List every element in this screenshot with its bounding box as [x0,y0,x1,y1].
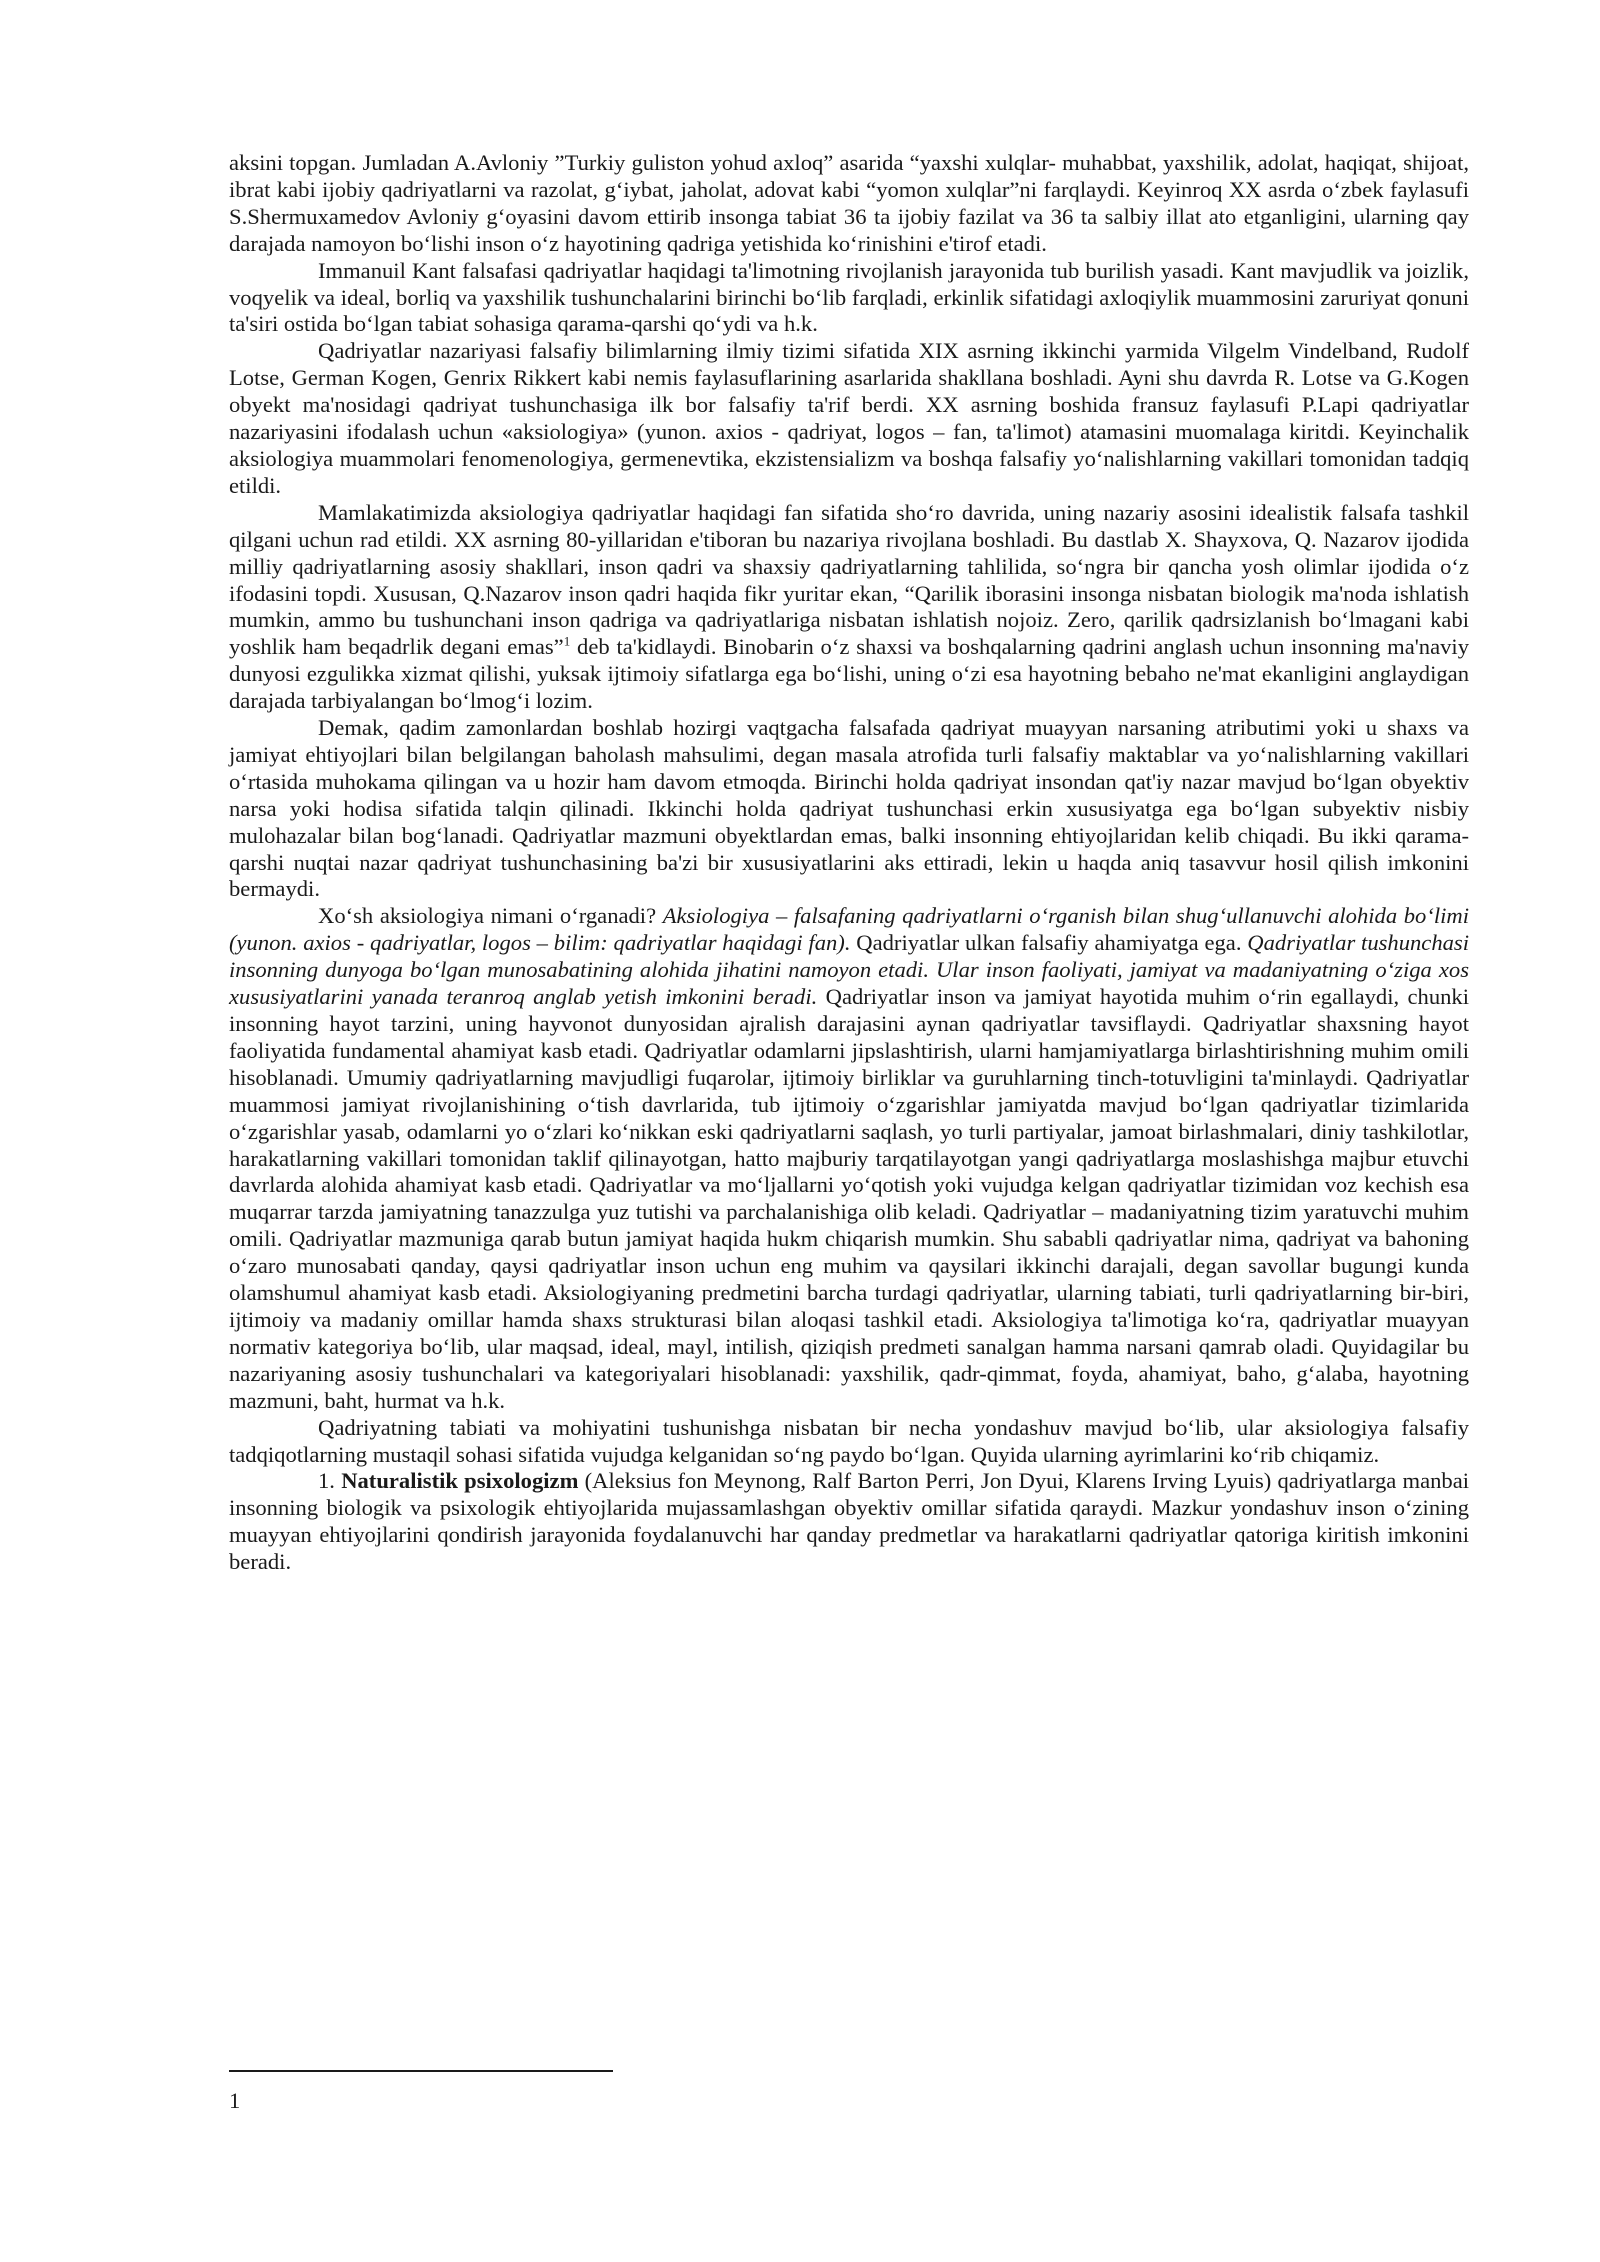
axiology-significance: Qadriyatlar ulkan falsafiy ahamiyatga ega. [850,930,1248,956]
paragraph-value-theory: Qadriyatlar nazariyasi falsafiy bilimlarning ilmiy tizimi sifatida XIX asrning ikkinchi yarmida Vilgelm Vindelband, Rudolf Lotse, German Kogen, Genrix Rikkert kabi nemis faylasuflarining asarlarida shakllana boshladi. Ayni shu davrda R. Lotse va G.Kogen obyekt ma'nosidagi qadriyat tushunchasiga ilk bor falsafiy ta'rif berdi. XX asrning boshida fransuz faylasufi P.Lapi qadriyatlar nazariyasini ifodalash uchun «aksiologiya» (yunon. axios - qadriyat, logos – fan, ta'limot) atamasini muomalaga kiritdi. Keyinchalik aksiologiya muammolari fenomenologiya, germenevtika, ekzistensializm va boshqa falsafiy yo‘nalishlarning vakillari tomonidan tadqiq etildi. [229,338,1469,498]
footnote-separator [229,2070,613,2072]
paragraph-conclusion: Demak, qadim zamonlardan boshlab hozirgi vaqtgacha falsafada qadriyat muayyan narsaning atributimi yoki u shaxs va jamiyat ehtiyojlari bilan belgilangan baholash mahsulimi, degan masala atrofida turli falsafiy maktablar va yo‘nalishlarning vakillari o‘rtasida muhokama qilingan va u hozir ham davom etmoqda. Birinchi holda qadriyat insondan qat'iy nazar mavjud bo‘lgan obyektiv narsa yoki hodisa sifatida talqin qilinadi. Ikkinchi holda qadriyat tushunchasi erkin xususiyatga ega bo‘lgan subyektiv nisbiy mulohazalar bilan bog‘lanadi. Qadriyatlar mazmuni obyektlardan emas, balki insonning ehtiyojlaridan kelib chiqadi. Bu ikki qarama-qarshi nuqtai nazar qadriyat tushunchasining ba'zi bir xususiyatlarini aks ettiradi, lekin u haqda aniq tasavvur hosil qilish imkonini bermaydi. [229,715,1469,902]
paragraph-national-axiology-part1: Mamlakatimizda aksiologiya qadriyatlar haqidagi fan sifatida sho‘ro davrida, uning nazariy asosini idealistik falsafa tashkil qilgani uchun rad etildi. XX asrning 80-yillaridan e'tiboran bu nazariya rivojlana boshladi. Bu dastlab X. Shayxova, Q. Nazarov ijodida milliy qadriyatlarning asosiy shakllari, inson qadri va shaxsiy qadriyatlarning tahlilida, so‘ngra bir qancha yosh olimlar ijodida o‘z ifodasini topdi. Xususan, Q.Nazarov inson qadri haqida fikr yuritar ekan, “Qarilik iborasini insonga nisbatan biologik ma'noda ishlatish mumkin, ammo bu tushunchani inson qadriga va qadriyatlariga nisbatan ishlatish nojoiz. Zero, qarilik qadrsizlanish bo‘lmagani kabi yoshlik ham beqadrlik degani emas” [229,499,1469,660]
values-role-text: Qadriyatlar inson va jamiyat hayotida muhim o‘rin egallaydi, chunki insonning hayot tarzini, uning hayvonot dunyosidan ajralish darajasini aynan qadriyatlar tavsiflaydi. Qadriyatlar shaxsning hayot faoliyatida fundamental ahamiyat kasb etadi. Qadriyatlar odamlarni jipslashtirish, ularni hamjamiyatlarga birlashtirishning muhim omili hisoblanadi. Umumiy qadriyatlarning mavjudligi fuqarolar, ijtimoiy birliklar va guruhlarning tinch-totuvligini ta'minlaydi. Qadriyatlar muammosi jamiyat rivojlanishining o‘tish davrlarida, tub ijtimoiy o‘zgarishlar jamiyatda mavjud bo‘lgan qadriyatlar tizimlarida o‘zgarishlar yasab, odamlarni yo o‘zlari ko‘nikkan eski qadriyatlarni saqlash, yo turli partiyalar, jamoat birlashmalari, diniy tashkilotlar, harakatlarning vakillari tomonidan taklif qilinayotgan, hatto majburiy tarqatilayotgan yangi qadriyatlarga moslashishga majbur etuvchi davrlarda alohida ahamiyat kasb etadi. Qadriyatlar va mo‘ljallarni yo‘qotish yoki vujudga kelgan qadriyatlar tizimidan voz kechish esa muqarrar tarzda jamiyatning tanazzulga yuz tutishi va parchalanishiga olib keladi. Qadriyatlar – madaniyatning tizim yaratuvchi muhim omili. Qadriyatlar mazmuniga qarab butun jamiyat haqida hukm chiqarish mumkin. Shu sababli qadriyatlar nima, qadriyat va bahoning o‘zaro munosabati qanday, qaysi qadriyatlar inson uchun eng muhim va qaysilari ikkinchi darajali, degan savollar bugungi kunda olamshumul ahamiyat kasb etadi. Aksiologiyaning predmetini barcha turdagi qadriyatlar, ularning tabiati, turli qadriyatlarning bir-biri, ijtimoiy va madaniy omillar hamda shaxs strukturasi bilan aloqasi tashkil etadi. Aksiologiya ta'limotiga ko‘ra, qadriyatlar muayyan normativ kategoriya bo‘lib, ular maqsad, ideal, mayl, intilish, qiziqish predmeti sanalgan hamma narsani qamrab oladi. Quyidagilar bu nazariyaning asosiy tushunchalari va kategoriyalari hisoblanadi: yaxshilik, qadr-qimmat, foyda, ahamiyat, baho, g‘alaba, hayotning mazmuni, baht, hurmat va h.k. [229,984,1469,1413]
values-concept-italic: Qadriyatlar tushunchasi insonning dunyoga bo‘lgan munosabatining alohida jihatini namoyon etadi. Ular inson faoliyati, jamiyat va madaniyatning o‘ziga xos xususiyatlarini yanada teranroq anglab yetish imkonini beradi. [229,930,1470,1010]
paragraph-axiology-definition [229,903,1469,1414]
axiology-definition-italic: Aksiologiya – falsafaning qadriyatlarni o‘rganish bilan shug‘ullanuvchi alohida bo‘limi (yunon. axios - qadriyatlar, logos – bilim: qadriyatlar haqidagi fan). [229,903,1469,956]
axiology-question: Xo‘sh aksiologiya nimani o‘rganadi? [318,903,663,929]
document-page [229,150,1469,1576]
footnote-number: 1 [229,2088,241,2113]
paragraph-kant: Immanuil Kant falsafasi qadriyatlar haqidagi ta'limotning rivojlanish jarayonida tub burilish yasadi. Kant mavjudlik va joizlik, voqyelik va ideal, borliq va yaxshilik tushunchalarini birinchi bo‘lib farqladi, erkinlik sifatidagi axloqiylik muammosini zaruriyat qonuni ta'siri ostida bo‘lgan tabiat sohasiga qarama-qarshi qo‘ydi va h.k. [229,257,1469,337]
list-number: 1. [318,1468,342,1494]
naturalistic-psychologism-text: (Aleksius fon Meynong, Ralf Barton Perri, Jon Dyui, Klarens Irving Lyuis) qadriyatlarga manbai insonning biologik va psixologik ehtiyojlarida mujassamlashgan obyektiv omillar sifatida qaraydi. Mazkur yondashuv inson o‘zining muayyan ehtiyojlarini qondirish jarayonida foydalanuvchi har qanday predmetlar va harakatlarni qadriyatlar qatoriga kiritish imkonini beradi. [229,1468,1470,1575]
footnote-reference[interactable]: 1 [563,633,571,649]
naturalistic-psychologism-heading: Naturalistik psixologizm [341,1468,579,1494]
paragraph-naturalistic-psychologism [229,1468,1469,1576]
paragraph-approaches: Qadriyatning tabiati va mohiyatini tushunishga nisbatan bir necha yondashuv mavjud bo‘lib, ular aksiologiya falsafiy tadqiqotlarning mustaqil sohasi sifatida vujudga kelganidan so‘ng paydo bo‘lgan. Quyida ularning ayrimlarini ko‘rib chiqamiz. [229,1414,1469,1467]
paragraph-national-axiology-part2: deb ta'kidlaydi. Binobarin o‘z shaxsi va boshqalarning qadrini anglash uchun insonning ma'naviy dunyosi ezgulikka xizmat qilishi, yuksak ijtimoiy sifatlarga ega bo‘lishi, uning o‘zi esa hayotning bebaho ne'mat ekanligini anglaydigan darajada tarbiyalangan bo‘lmog‘i lozim. [229,634,1470,714]
paragraph-avloniy: aksini topgan. Jumladan A.Avloniy ”Turkiy guliston yohud axloq” asarida “yaxshi xulqlar- muhabbat, yaxshilik, adolat, haqiqat, shijoat, ibrat kabi ijobiy qadriyatlarni va razolat, g‘iybat, jaholat, adovat kabi “yomon xulqlar”ni farqlaydi. Keyinroq XX asrda o‘zbek faylasufi S.Shermuxamedov Avloniy g‘oyasini davom ettirib insonga tabiat 36 ta ijobiy fazilat va 36 ta salbiy illat ato etganligini, ularning qay darajada namoyon bo‘lishi inson o‘z hayotining qadriga yetishida ko‘rinishini e'tirof etadi. [229,150,1469,256]
paragraph-national-axiology [229,500,1469,715]
